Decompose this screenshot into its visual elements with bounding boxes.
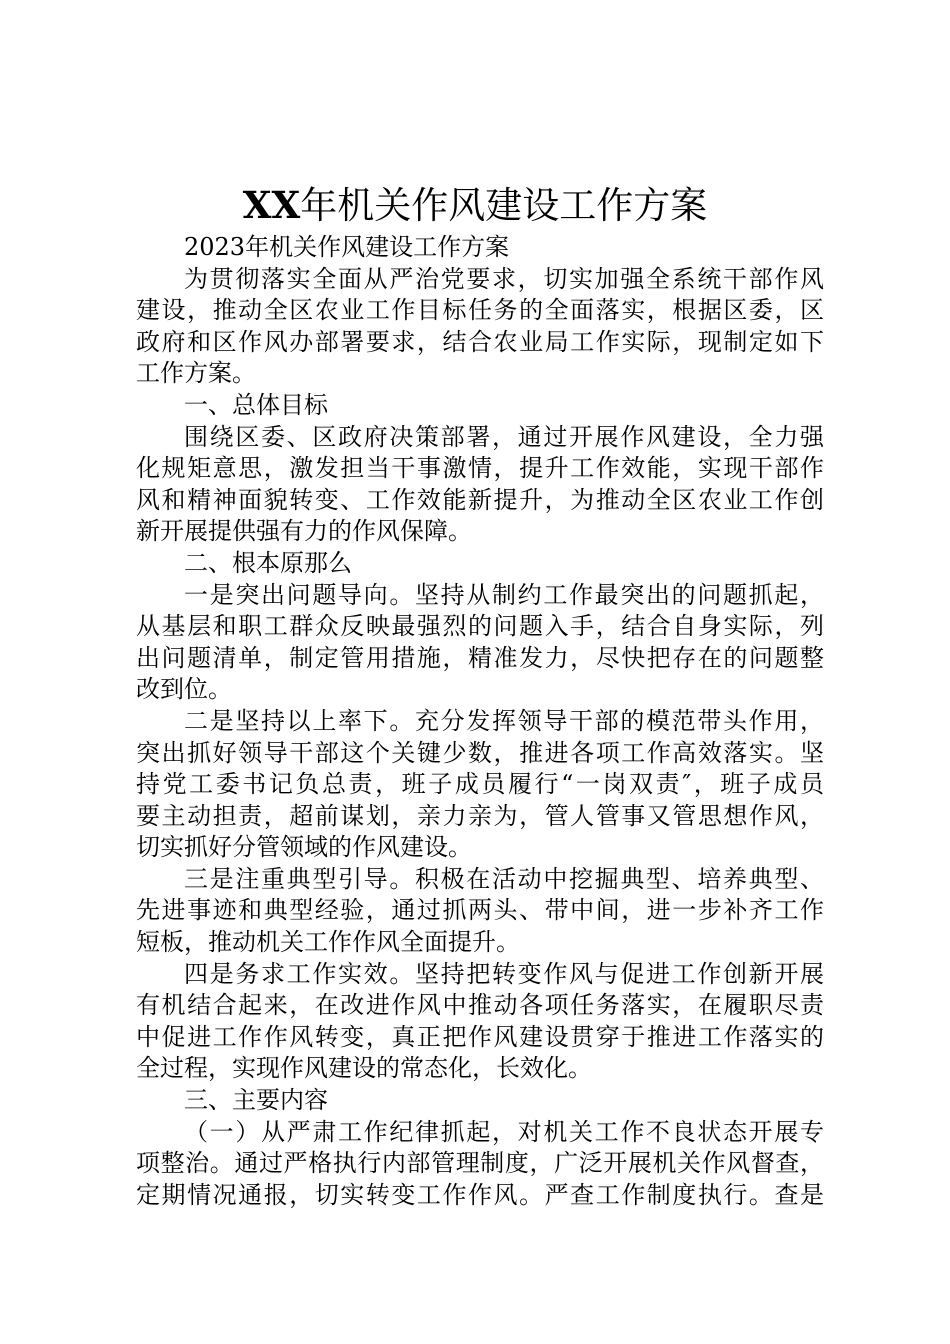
text-line: 切实抓好分管领域的作风建设。 bbox=[136, 833, 472, 862]
text-line: 工作方案。 bbox=[136, 359, 256, 388]
text-line: 三是注重典型引导。积极在活动中挖掘典型、培养典型、 bbox=[184, 864, 824, 893]
text-line: 风和精神面貌转变、工作效能新提升，为推动全区农业工作创 bbox=[136, 485, 824, 514]
text-line: 先进事迹和典型经验，通过抓两头、带中间，进一步补齐工作 bbox=[136, 896, 824, 925]
text-line: 围绕区委、区政府决策部署，通过开展作风建设，全力强 bbox=[184, 422, 824, 451]
text-line: 中促进工作作风转变，真正把作风建设贯穿于推进工作落实的 bbox=[136, 1022, 824, 1051]
text-line: 为贯彻落实全面从严治党要求，切实加强全系统干部作风 bbox=[184, 264, 824, 293]
text-line: 改到位。 bbox=[136, 675, 232, 704]
text-line: 新开展提供强有力的作风保障。 bbox=[136, 517, 472, 546]
text-line: 从基层和职工群众反映最强烈的问题入手，结合自身实际，列 bbox=[136, 612, 824, 641]
text-line: 出问题清单，制定管用措施，精准发力，尽快把存在的问题整 bbox=[136, 643, 824, 672]
text-line: 定期情况通报，切实转变工作作风。严查工作制度执行。查是 bbox=[136, 1180, 824, 1209]
document-title-latin: XX bbox=[242, 183, 301, 227]
text-line: 一、总体目标 bbox=[184, 390, 328, 419]
text-line: 二、根本原那么 bbox=[184, 548, 352, 577]
text-line: 一是突出问题导向。坚持从制约工作最突出的问题抓起， bbox=[184, 580, 824, 609]
text-line: 全过程，实现作风建设的常态化，长效化。 bbox=[136, 1054, 592, 1083]
text-line: 2023年机关作风建设工作方案 bbox=[184, 233, 510, 261]
document-title bbox=[0, 183, 950, 228]
text-line: 政府和区作风办部署要求，结合农业局工作实际，现制定如下 bbox=[136, 327, 824, 356]
text-line: 二是坚持以上率下。充分发挥领导干部的模范带头作用， bbox=[184, 706, 824, 735]
document-body bbox=[136, 232, 824, 1211]
text-line: 项整治。通过严格执行内部管理制度，广泛开展机关作风督查， bbox=[136, 1149, 824, 1178]
text-line: 突出抓好领导干部这个关键少数，推进各项工作高效落实。坚 bbox=[136, 738, 824, 767]
text-line: 要主动担责，超前谋划，亲力亲为，管人管事又管思想作风， bbox=[136, 801, 824, 830]
text-line: 四是务求工作实效。坚持把转变作风与促进工作创新开展 bbox=[184, 959, 824, 988]
text-line: 化规矩意思，激发担当干事激情，提升工作效能，实现干部作 bbox=[136, 454, 824, 483]
text-line: （一）从严肃工作纪律抓起，对机关工作不良状态开展专 bbox=[184, 1117, 824, 1146]
text-line: 三、主要内容 bbox=[184, 1086, 328, 1115]
document-title-text: 年机关作风建设工作方案 bbox=[300, 184, 708, 227]
text-line: 持党工委书记负总责，班子成员履行“一岗双责″，班子成员 bbox=[136, 770, 824, 799]
text-line: 建设，推动全区农业工作目标任务的全面落实，根据区委，区 bbox=[136, 296, 824, 325]
text-line: 有机结合起来，在改进作风中推动各项任务落实，在履职尽责 bbox=[136, 991, 824, 1020]
text-line: 短板，推动机关工作作风全面提升。 bbox=[136, 928, 520, 957]
